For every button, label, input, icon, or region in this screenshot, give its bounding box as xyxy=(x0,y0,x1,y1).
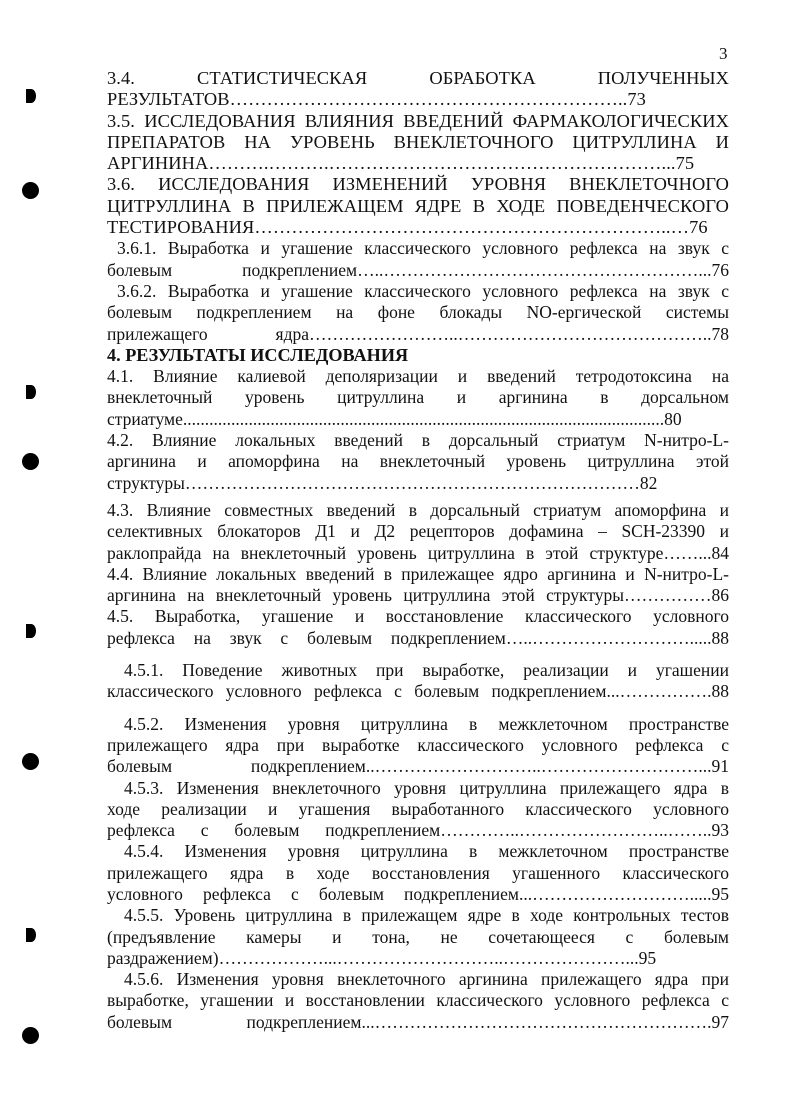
toc-line: внеклеточный уровень цитруллина и аргинина в дорсальном xyxy=(107,387,729,408)
toc-entry-4-4 xyxy=(107,564,729,607)
binder-hole xyxy=(22,182,39,199)
toc-line: рефлекса на звук с болевым подкреплением…..……………………….....88 xyxy=(107,627,729,648)
toc-line: РЕЗУЛЬТАТОВ………………………………………………………..73 xyxy=(107,89,646,110)
binder-hole-mark xyxy=(26,928,36,942)
binder-hole-mark xyxy=(26,624,36,638)
toc-line: АРГИНИНА……….……….………………………………………………...75 xyxy=(107,153,695,174)
toc-entry-4-5-3 xyxy=(107,778,729,842)
toc-line: структуры……………………………………………………………………82 xyxy=(107,472,658,493)
toc-line: 3.6.1. Выработка и угашение классического условного рефлекса на звук с xyxy=(117,238,729,259)
toc-line: аргинина и апоморфина на внеклеточный уровень цитруллина этой xyxy=(107,451,729,472)
toc-entry-4-5-6 xyxy=(107,969,729,1033)
toc-entry-3-6 xyxy=(107,174,729,238)
toc-line: 4.5.4. Изменения уровня цитруллина в межклеточном пространстве xyxy=(124,841,729,862)
page-number: 3 xyxy=(719,44,728,63)
toc-entry-4-1 xyxy=(107,366,729,430)
toc-line: 4.5.2. Изменения уровня цитруллина в межклеточном пространстве xyxy=(124,713,729,734)
toc-line: болевым подкреплением..………………………..………………………...91 xyxy=(107,756,729,777)
toc-entry-4 xyxy=(107,345,729,366)
toc-line: ПРЕПАРАТОВ НА УРОВЕНЬ ВНЕКЛЕТОЧНОГО ЦИТРУЛЛИНА И xyxy=(107,131,729,152)
toc-line: классического условного рефлекса с болевым подкреплением...…………….88 xyxy=(107,681,729,702)
toc-line: 4.5.5. Уровень цитруллина в прилежащем ядре в ходе контрольных тестов xyxy=(124,905,729,926)
toc-line: выработке, угашении и восстановлении классического условного рефлекса с xyxy=(107,990,729,1011)
toc-line: 3.6.2. Выработка и угашение классического условного рефлекса на звук с xyxy=(117,280,729,301)
binder-hole xyxy=(22,1027,39,1044)
toc-line: (предъявление камеры и тона, не сочетающееся с болевым xyxy=(107,926,729,947)
toc-entry-4-5-5 xyxy=(107,905,729,969)
toc-entry-4-5-4 xyxy=(107,841,729,905)
toc-line: условного рефлекса с болевым подкреплением...……………………….....95 xyxy=(107,883,729,904)
binder-hole-mark xyxy=(26,89,36,103)
toc-line: 4.3. Влияние совместных введений в дорсальный стриатум апоморфина и xyxy=(107,499,729,520)
toc-entry-3-6-2 xyxy=(107,281,729,345)
toc-line: болевым подкреплением на фоне блокады NO-ергической системы xyxy=(107,302,729,323)
toc-line: аргинина на внеклеточный уровень цитруллина этой структуры……………86 xyxy=(107,585,729,606)
binder-hole-mark xyxy=(26,385,36,399)
toc-line: ТЕСТИРОВАНИЯ…………………………………………………………..…76 xyxy=(107,217,708,238)
toc-line: ЦИТРУЛЛИНА В ПРИЛЕЖАЩЕМ ЯДРЕ В ХОДЕ ПОВЕДЕНЧЕСКОГО xyxy=(107,195,729,216)
toc-line: ходе реализации и угашения выработанного классического условного xyxy=(107,798,729,819)
toc-line: 4.4. Влияние локальных введений в прилежащее ядро аргинина и N-нитро-L- xyxy=(107,563,729,584)
toc-line: 4.5.1. Поведение животных при выработке, реализации и угашении xyxy=(124,660,729,681)
toc-line: раклопрайда на внеклеточный уровень цитруллина в этой структуре……...84 xyxy=(107,542,729,563)
toc-entry-4-5 xyxy=(107,606,729,649)
toc-line: 3.5. ИССЛЕДОВАНИЯ ВЛИЯНИЯ ВВЕДЕНИЙ ФАРМАКОЛОГИЧЕСКИХ xyxy=(107,110,729,131)
toc-line: рефлекса с болевым подкреплением…………..……………………..……..93 xyxy=(107,820,729,841)
toc-entry-4-5-2 xyxy=(107,714,729,778)
table-of-contents xyxy=(107,68,729,1033)
toc-entry-3-5 xyxy=(107,111,729,175)
toc-line: прилежащего ядра при выработке классического условного рефлекса с xyxy=(107,734,729,755)
toc-line: 4.1. Влияние калиевой деполяризации и введений тетродотоксина на xyxy=(107,366,729,387)
toc-line: 4.5.3. Изменения внеклеточного уровня цитруллина прилежащего ядра в xyxy=(124,777,729,798)
toc-entry-3-4 xyxy=(107,68,729,111)
toc-line: болевым подкреплением...………………………………………………….97 xyxy=(107,1011,729,1032)
toc-entry-4-3 xyxy=(107,500,729,564)
toc-line: селективных блокаторов Д1 и Д2 рецепторов дофамина – SCH-23390 и xyxy=(107,521,729,542)
toc-line: 3.6. ИССЛЕДОВАНИЯ ИЗМЕНЕНИЙ УРОВНЯ ВНЕКЛЕТОЧНОГО xyxy=(107,174,729,195)
toc-section-heading: 4. РЕЗУЛЬТАТЫ ИССЛЕДОВАНИЯ xyxy=(107,344,409,365)
toc-line: прилежащего ядра в ходе восстановления угашенного классического xyxy=(107,862,729,883)
toc-line: 4.2. Влияние локальных введений в дорсальный стриатум N-нитро-L- xyxy=(107,430,729,451)
toc-entry-4-5-1 xyxy=(107,660,729,703)
toc-line: 4.5. Выработка, угашение и восстановление классического условного xyxy=(107,606,729,627)
toc-line: стриатуме..............................................................................................................80 xyxy=(107,408,682,429)
toc-line: прилежащего ядра……………………..……………………………………..78 xyxy=(107,323,729,344)
toc-line: 4.5.6. Изменения уровня внеклеточного аргинина прилежащего ядра при xyxy=(124,969,729,990)
toc-line: раздражением)………………...………………………..…………………...95 xyxy=(107,947,657,968)
toc-entry-3-6-1 xyxy=(107,238,729,281)
toc-line: 3.4. СТАТИСТИЧЕСКАЯ ОБРАБОТКА ПОЛУЧЕННЫХ xyxy=(107,68,729,88)
toc-entry-4-2 xyxy=(107,430,729,494)
binder-hole xyxy=(22,453,39,470)
binder-hole xyxy=(22,753,39,770)
toc-line: болевым подкреплением…..………………………………………………...76 xyxy=(107,259,729,280)
